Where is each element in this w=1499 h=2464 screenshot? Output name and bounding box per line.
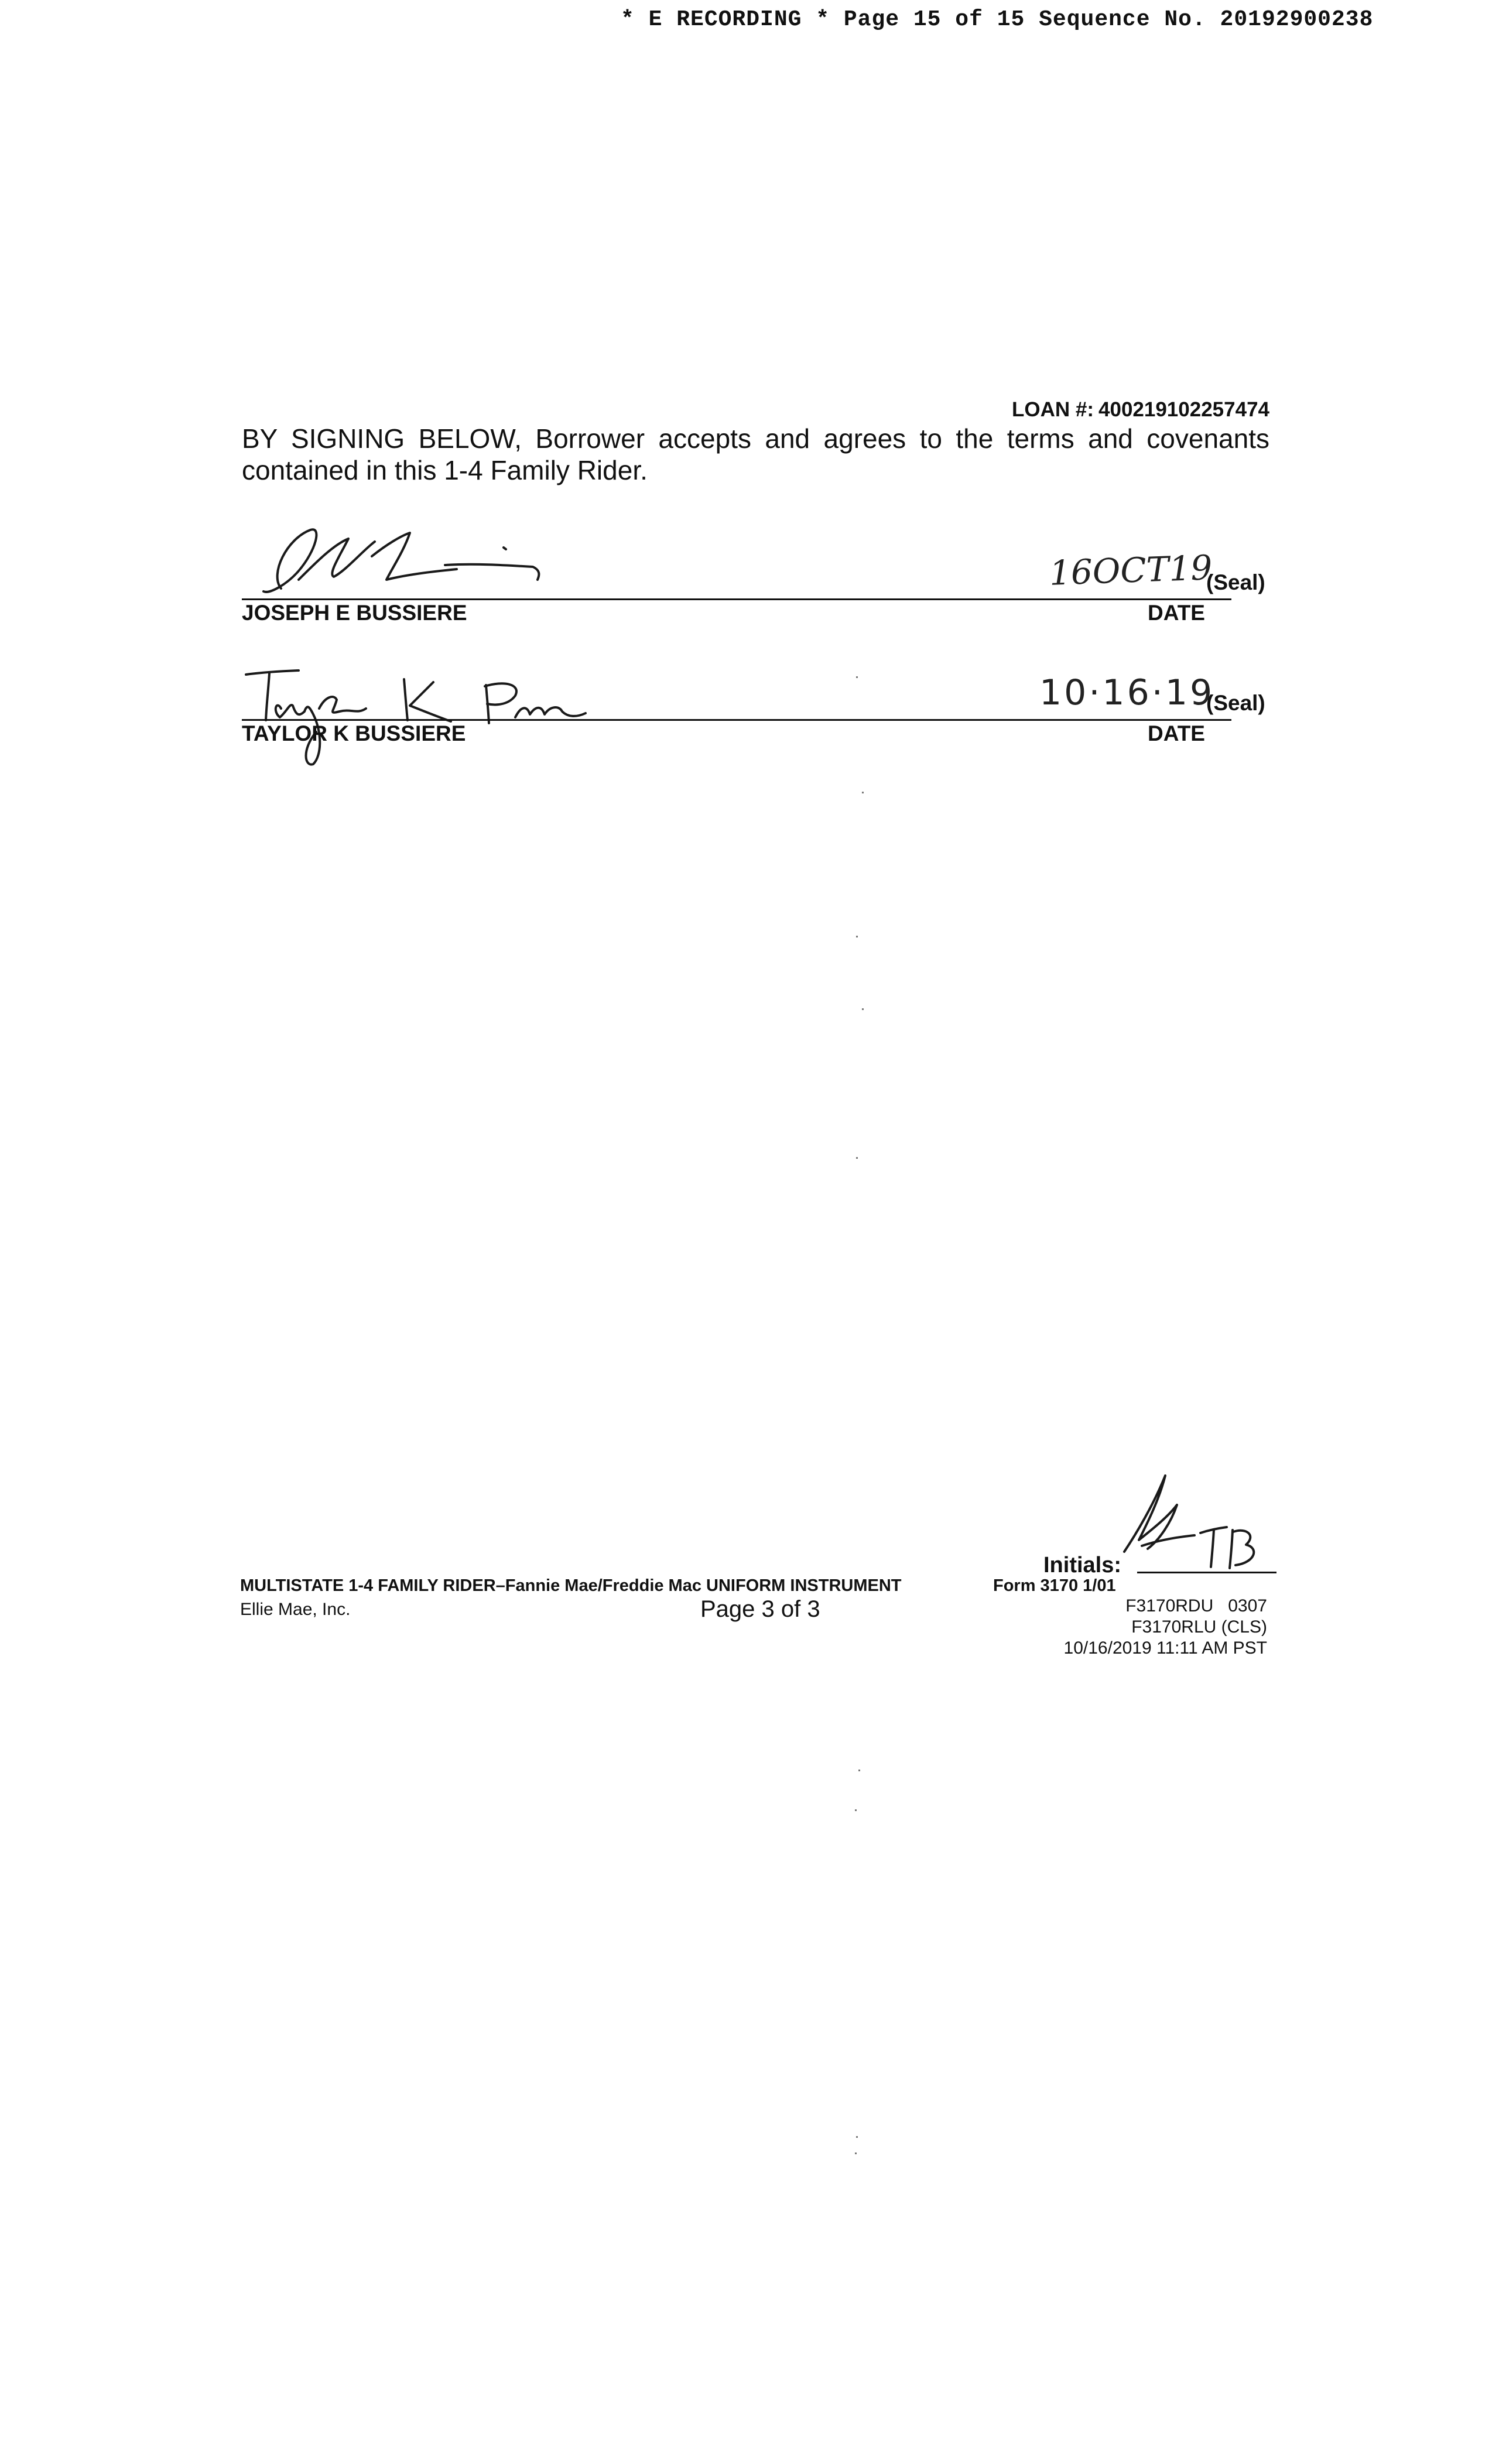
scan-speck	[862, 792, 864, 793]
initials-label: Initials:	[1043, 1553, 1122, 1577]
recording-stamp: * E RECORDING * Page 15 of 15 Sequence No. 20192900238	[621, 7, 1374, 32]
loan-number	[1012, 398, 1269, 422]
date-label-1: DATE	[1148, 601, 1205, 625]
signer-name-1: JOSEPH E BUSSIERE	[242, 601, 467, 625]
footer-vendor: Ellie Mae, Inc.	[240, 1600, 351, 1619]
intro-paragraph: BY SIGNING BELOW, Borrower accepts and agrees to the terms and covenants contained in this 1-4 Family Rider.	[242, 423, 1269, 485]
seal-label-2: (Seal)	[1206, 691, 1265, 715]
loan-number-value: 400219102257474	[1098, 398, 1269, 421]
form-code: F3170RLU (CLS)	[1131, 1617, 1267, 1637]
scan-speck	[856, 2136, 858, 2138]
scan-speck	[858, 1770, 860, 1771]
borrower-signature-1	[246, 515, 550, 603]
scan-speck	[862, 1008, 864, 1010]
handwritten-date-2: 10·16·19	[1039, 672, 1215, 713]
handwritten-date-1: 16OCT19	[1048, 547, 1213, 593]
scan-speck	[856, 676, 858, 678]
form-timestamp: 10/16/2019 11:11 AM PST	[1063, 1638, 1267, 1658]
footer-form-title: MULTISTATE 1-4 FAMILY RIDER–Fannie Mae/Freddie Mac UNIFORM INSTRUMENT	[240, 1576, 902, 1595]
date-label-2: DATE	[1148, 721, 1205, 745]
scan-speck	[855, 1809, 857, 1811]
initials-signature-2	[1195, 1521, 1271, 1574]
signature-line-1	[242, 598, 1231, 600]
loan-number-label: LOAN #:	[1012, 398, 1094, 421]
signer-name-2: TAYLOR K BUSSIERE	[242, 721, 466, 745]
signature-line-2	[242, 719, 1231, 721]
form-code: F3170RDU 0307	[1125, 1596, 1267, 1616]
scan-speck	[856, 936, 858, 937]
initials-line	[1137, 1572, 1276, 1573]
scan-speck	[856, 1157, 858, 1159]
form-number: Form 3170 1/01	[993, 1576, 1116, 1595]
seal-label-1: (Seal)	[1206, 570, 1265, 594]
page-number: Page 3 of 3	[700, 1596, 820, 1622]
scan-speck	[855, 2152, 857, 2154]
